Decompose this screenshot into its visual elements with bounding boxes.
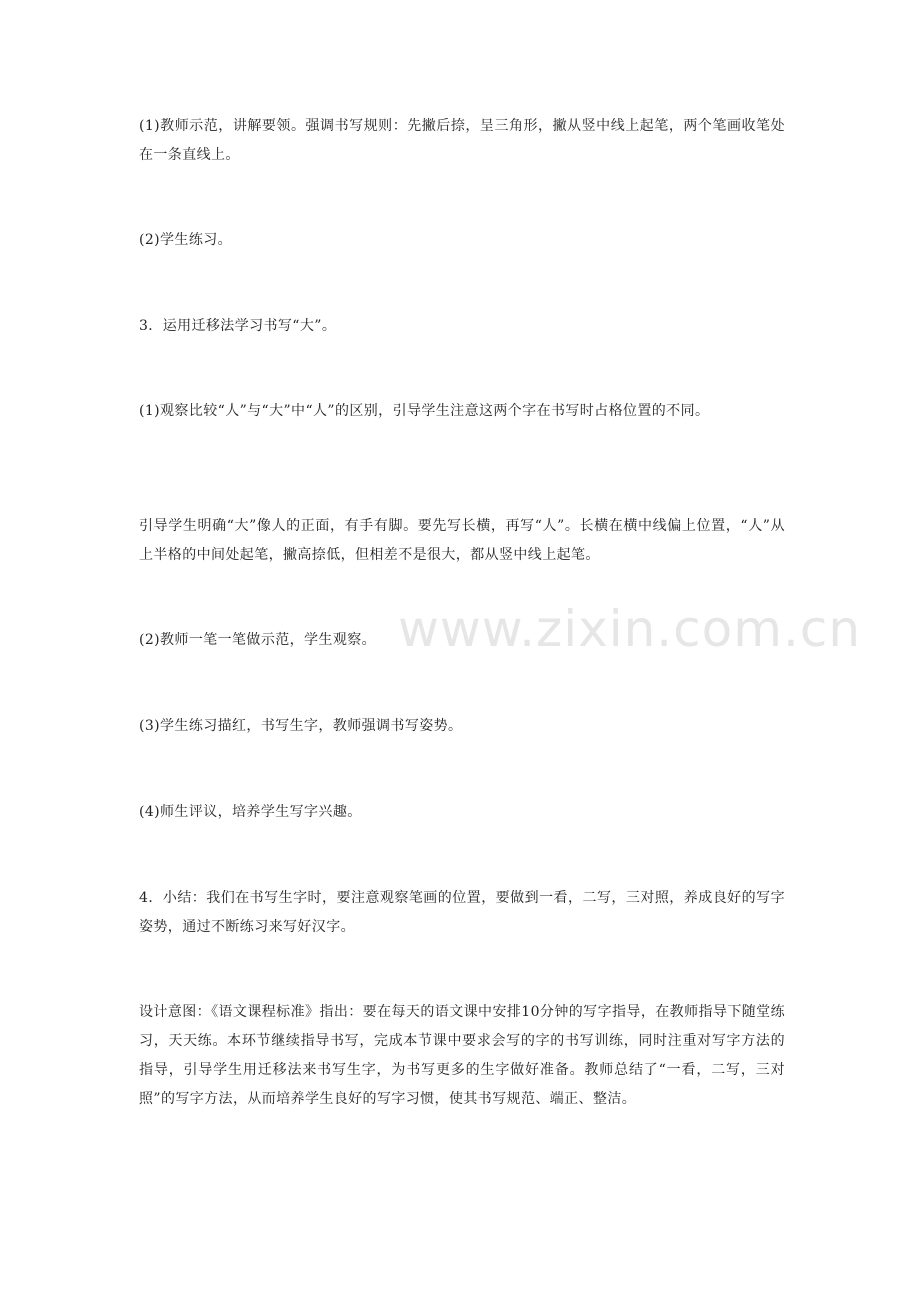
paragraph-4-observe-compare: (1)观察比较“人”与“大”中“人”的区别，引导学生注意这两个字在书写时占格位置的不同。 [139,403,710,419]
paragraph-6-teacher-stroke-demo: (2)教师一笔一笔做示范，学生观察。 [139,632,377,648]
paragraph-1-teacher-demo: (1)教师示范，讲解要领。强调书写规则：先撇后捺，呈三角形，撇从竖中线上起笔，两个笔画收笔处在一条直线上。 [139,118,785,163]
paragraph-2-student-practice: (2)学生练习。 [139,232,233,248]
paragraph-3-transfer-method: 3．运用迁移法学习书写“大”。 [139,318,337,334]
paragraph-10-design-intent: 设计意图：《语文课程标准》指出：要在每天的语文课中安排10分钟的写字指导，在教师指导下随堂练习，天天练。本环节继续指导书写，完成本节课中要求会写的字的书写训练，同时注重对写字方法的指导，引导学生用迁移法来书写生字，为书写更多的生字做好准备。教师总结了“一看，二写，三对照”的写字方法，从而培养学生良好的写字习惯，使其书写规范、端正、整洁。 [139,1004,785,1107]
paragraph-5-guide-students: 引导学生明确“大”像人的正面，有手有脚。要先写长横，再写“人”。长横在横中线偏上位置，“人”从上半格的中间处起笔，撇高捺低，但相差不是很大，都从竖中线上起笔。 [139,518,785,563]
paragraph-9-summary: 4．小结：我们在书写生字时，要注意观察笔画的位置，要做到一看，二写，三对照，养成良好的写字姿势，通过不断练习来写好汉字。 [139,890,785,935]
paragraph-7-tracing-practice: (3)学生练习描红，书写生字，教师强调书写姿势。 [139,718,463,734]
watermark-text: www.zixin.com.cn [398,600,862,658]
paragraph-8-evaluation: (4)师生评议，培养学生写字兴趣。 [139,804,362,820]
